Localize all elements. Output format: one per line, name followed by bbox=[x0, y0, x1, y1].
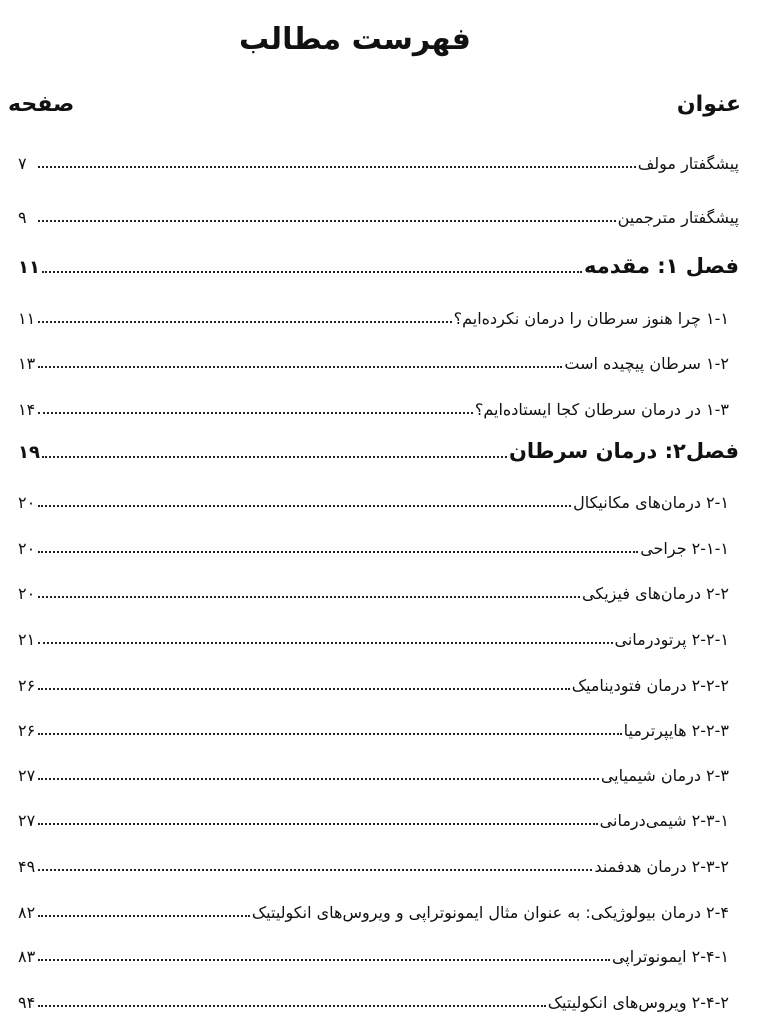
dot-leader bbox=[38, 868, 592, 871]
toc-entry-label: ۲-۳-۲ درمان هدفمند bbox=[594, 857, 729, 876]
toc-entry-label: ۲-۲-۲ درمان فتودینامیک bbox=[571, 676, 729, 695]
dot-leader bbox=[38, 595, 580, 598]
toc-entry-page: ۲۶ bbox=[18, 676, 36, 695]
toc-entry[interactable] bbox=[18, 889, 739, 921]
toc-entry-page: ۴۹ bbox=[18, 857, 36, 876]
dot-leader bbox=[38, 822, 598, 825]
toc-entry-page: ۲۰ bbox=[18, 584, 36, 603]
toc-entry-label: ۲-۲-۳ هایپرترمیا bbox=[623, 721, 729, 740]
toc-entry-label: ۲-۱ درمان‌های مکانیکال bbox=[573, 493, 729, 512]
dot-leader bbox=[38, 687, 570, 690]
toc-entry[interactable] bbox=[18, 194, 739, 226]
dot-leader bbox=[38, 1004, 546, 1007]
dot-leader bbox=[38, 504, 571, 507]
dot-leader bbox=[38, 958, 610, 961]
toc-entry[interactable] bbox=[18, 525, 739, 557]
toc-entry-label: ۲-۴ درمان بیولوژیکی: به عنوان مثال ایمونوتراپی و ویروس‌های انکولیتیک bbox=[251, 903, 729, 922]
dot-leader bbox=[38, 165, 636, 168]
toc-entry-page: ۸۲ bbox=[18, 903, 36, 922]
toc-entry-label: ۲-۲ درمان‌های فیزیکی bbox=[582, 584, 729, 603]
dot-leader bbox=[38, 641, 613, 644]
dot-leader bbox=[42, 270, 582, 273]
toc-entry-page: ۹ bbox=[18, 208, 27, 227]
toc-entry-page: ۲۷ bbox=[18, 766, 36, 785]
dot-leader bbox=[38, 777, 599, 780]
toc-entry[interactable] bbox=[18, 979, 739, 1011]
toc-entry-label: ۱-۳ در درمان سرطان کجا ایستاده‌ایم؟ bbox=[474, 400, 729, 419]
toc-entry-page: ۱۹ bbox=[18, 442, 40, 463]
page-title: فهرست مطالب bbox=[239, 22, 471, 57]
toc-entry[interactable] bbox=[18, 386, 739, 418]
toc-entry-label: فصل۲: درمان سرطان bbox=[508, 439, 739, 463]
toc-entry-page: ۹۴ bbox=[18, 993, 36, 1012]
toc-entry-page: ۱۴ bbox=[18, 400, 36, 419]
dot-leader bbox=[38, 219, 616, 222]
dot-leader bbox=[38, 550, 638, 553]
toc-entry-label: پیشگفتار مولف bbox=[637, 154, 739, 173]
toc-entry[interactable] bbox=[18, 752, 739, 784]
toc-entry[interactable] bbox=[18, 707, 739, 739]
column-header-page: صفحه bbox=[8, 92, 75, 117]
toc-entry-page: ۲۰ bbox=[18, 493, 36, 512]
toc-entry-page: ۱۳ bbox=[18, 354, 36, 373]
toc-entry-page: ۸۳ bbox=[18, 947, 36, 966]
toc-entry-label: ۲-۳ درمان شیمیایی bbox=[600, 766, 729, 785]
toc-entry-page: ۷ bbox=[18, 154, 27, 173]
toc-entry-label: ۲-۲-۱ پرتودرمانی bbox=[614, 630, 729, 649]
toc-entry-page: ۲۱ bbox=[18, 630, 36, 649]
toc-entry-label: ۲-۱-۱ جراحی bbox=[640, 539, 729, 558]
dot-leader bbox=[38, 365, 562, 368]
dot-leader bbox=[38, 732, 622, 735]
toc-chapter-entry[interactable] bbox=[18, 245, 739, 277]
toc-entry[interactable] bbox=[18, 843, 739, 875]
toc-entry[interactable] bbox=[18, 797, 739, 829]
column-header-title: عنوان bbox=[676, 92, 741, 117]
toc-entry[interactable] bbox=[18, 616, 739, 648]
toc-entry-label: ۲-۴-۱ ایمونوتراپی bbox=[611, 947, 729, 966]
dot-leader bbox=[38, 411, 473, 414]
toc-chapter-entry[interactable] bbox=[18, 430, 739, 462]
toc-entry-page: ۲۷ bbox=[18, 811, 36, 830]
toc-entry-label: ۱-۱ چرا هنوز سرطان را درمان نکرده‌ایم؟ bbox=[453, 309, 729, 328]
toc-entry-page: ۲۰ bbox=[18, 539, 36, 558]
toc-entry-label: ۲-۴-۲ ویروس‌های انکولیتیک bbox=[547, 993, 729, 1012]
toc-entry-page: ۲۶ bbox=[18, 721, 36, 740]
toc-entry[interactable] bbox=[18, 570, 739, 602]
toc-entry[interactable] bbox=[18, 933, 739, 965]
toc-entry-label: ۲-۳-۱ شیمی‌درمانی bbox=[599, 811, 729, 830]
toc-entry[interactable] bbox=[18, 140, 739, 172]
dot-leader bbox=[38, 320, 452, 323]
toc-entry-label: فصل ۱: مقدمه bbox=[583, 254, 739, 278]
toc-entry-page: ۱۱ bbox=[18, 257, 40, 278]
toc-entry[interactable] bbox=[18, 295, 739, 327]
toc-entry[interactable] bbox=[18, 662, 739, 694]
toc-entry[interactable] bbox=[18, 479, 739, 511]
toc-entry-page: ۱۱ bbox=[18, 309, 36, 328]
toc-entry[interactable] bbox=[18, 340, 739, 372]
toc-entry-label: پیشگفتار مترجمین bbox=[617, 208, 739, 227]
toc-entry-label: ۱-۲ سرطان پیچیده است bbox=[564, 354, 729, 373]
dot-leader bbox=[42, 455, 507, 458]
dot-leader bbox=[38, 914, 250, 917]
